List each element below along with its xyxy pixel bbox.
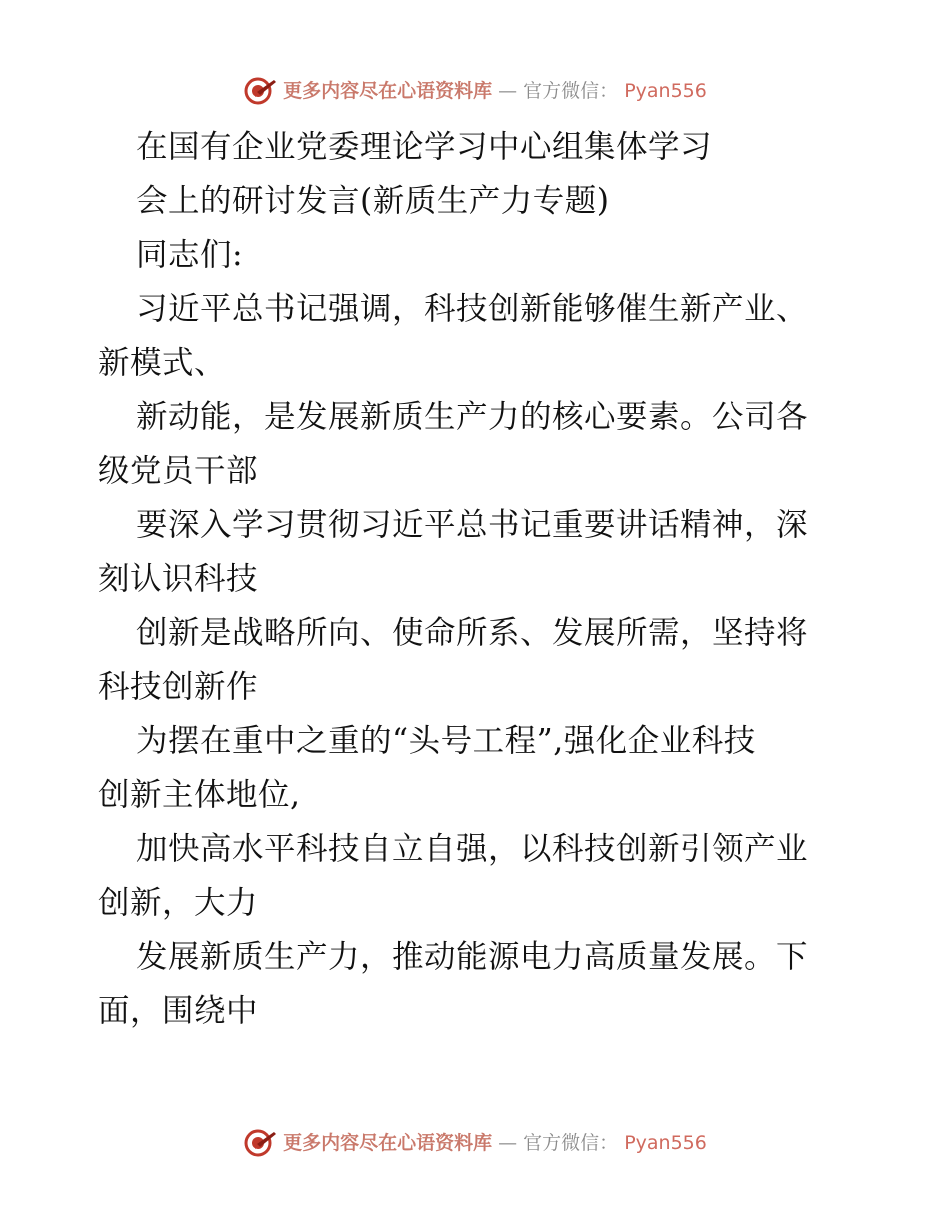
document-line: 面，围绕中 — [98, 993, 259, 1029]
document-line: 为摆在重中之重的“头号工程”,强化企业科技 — [136, 723, 756, 759]
watermark-label: 官方微信： — [523, 80, 619, 102]
footer-watermark — [0, 1128, 950, 1158]
document-line: 会上的研讨发言(新质生产力专题) — [136, 183, 610, 219]
document-body — [98, 120, 858, 1038]
pen-logo-icon — [243, 1128, 277, 1158]
header-watermark — [0, 76, 950, 106]
document-line: 新模式、 — [98, 345, 227, 381]
document-line: 级党员干部 — [98, 453, 259, 489]
watermark-title: 更多内容尽在心语资料库 — [283, 1132, 493, 1154]
document-line: 要深入学习贯彻习近平总书记重要讲话精神，深 — [136, 507, 809, 543]
document-line: 创新主体地位, — [98, 777, 301, 813]
watermark-title: 更多内容尽在心语资料库 — [283, 80, 493, 102]
document-line: 科技创新作 — [98, 669, 259, 705]
watermark-separator: — — [498, 1132, 518, 1154]
document-line: 创新，大力 — [98, 885, 259, 921]
pen-logo-icon — [243, 76, 277, 106]
watermark-separator: — — [498, 80, 518, 102]
document-line: 刻认识科技 — [98, 561, 259, 597]
document-line: 发展新质生产力，推动能源电力高质量发展。下 — [136, 939, 809, 975]
watermark-wechat-id: Pyan556 — [624, 80, 707, 102]
document-line: 同志们: — [136, 237, 244, 273]
document-line: 在国有企业党委理论学习中心组集体学习 — [136, 129, 713, 165]
watermark-wechat-id: Pyan556 — [624, 1132, 707, 1154]
document-line: 新动能，是发展新质生产力的核心要素。公司各 — [136, 399, 809, 435]
document-line: 创新是战略所向、使命所系、发展所需，坚持将 — [136, 615, 809, 651]
document-line: 习近平总书记强调，科技创新能够催生新产业、 — [136, 291, 809, 327]
watermark-label: 官方微信： — [523, 1132, 619, 1154]
document-line: 加快高水平科技自立自强，以科技创新引领产业 — [136, 831, 809, 867]
